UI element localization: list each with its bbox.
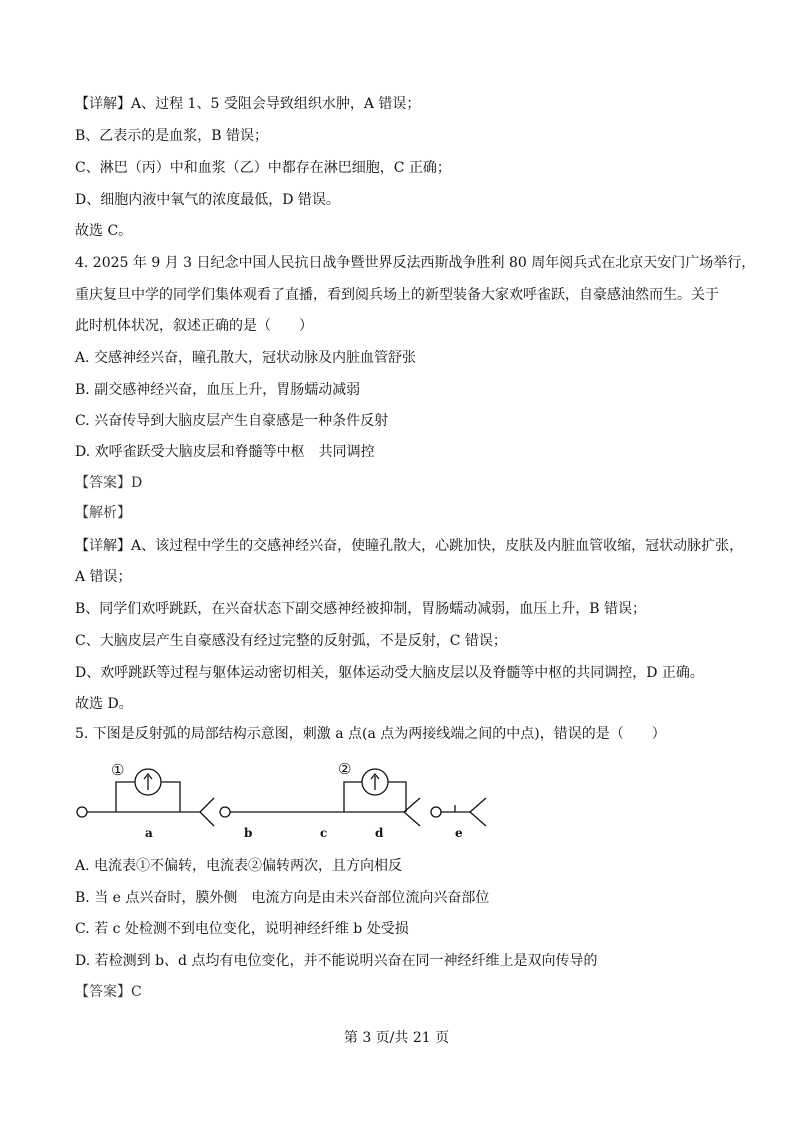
text-line: C、淋巴（丙）中和血浆（乙）中都存在淋巴细胞，C 正确； xyxy=(75,160,451,176)
text-line: D、欢呼跳跃等过程与躯体运动密切相关，躯体运动受大脑皮层以及脊髓等中枢的共同调控，D 正确。 xyxy=(75,665,704,681)
page-footer: 第 3 页/共 21 页 xyxy=(343,1030,450,1046)
question-5-stem: 5. 下图是反射弧的局部结构示意图，刺激 a 点(a 点为两接线端之间的中点)，错误的是（ ） xyxy=(75,726,666,742)
option-a: A. 交感神经兴奋，瞳孔散大，冠状动脉及内脏血管舒张 xyxy=(75,350,417,366)
option-b: B. 副交感神经兴奋，血压上升，胃肠蠕动减弱 xyxy=(75,382,361,398)
question-4-stem: 此时机体状况，叙述正确的是（ ） xyxy=(75,318,313,334)
question-4-stem: 4. 2025 年 9 月 3 日纪念中国人民抗日战争暨世界反法西斯战争胜利 80 周年阅兵式在北京天安门广场举行， xyxy=(75,255,756,271)
option-c: C. 兴奋传导到大脑皮层产生自豪感是一种条件反射 xyxy=(75,413,389,429)
text-line: 故选 C。 xyxy=(75,223,133,239)
text-line: D、细胞内液中氧气的浓度最低，D 错误。 xyxy=(75,192,340,208)
point-label-e: e xyxy=(455,826,463,840)
text-line: 【详解】A、过程 1、5 受阻会导致组织水肿，A 错误； xyxy=(75,96,421,112)
text-line: A 错误； xyxy=(75,569,132,585)
option-b: B. 当 e 点兴奋时，膜外侧 电流方向是由未兴奋部位流向兴奋部位 xyxy=(75,890,490,906)
point-label-d: d xyxy=(375,826,384,840)
point-label-b: b xyxy=(244,826,253,840)
answer-label: 【答案】D xyxy=(75,475,143,491)
text-line: B、乙表示的是血浆，B 错误； xyxy=(75,128,269,144)
text-line: B、同学们欢呼跳跃，在兴奋状态下副交感神经被抑制，胃肠蠕动减弱，血压上升，B 错误； xyxy=(75,601,647,617)
text-line: C、大脑皮层产生自豪感没有经过完整的反射弧，不是反射，C 错误； xyxy=(75,633,507,649)
answer-label: 【答案】C xyxy=(75,984,142,1000)
reflex-arc-diagram xyxy=(0,754,793,844)
point-label-c: c xyxy=(320,826,328,840)
meter-2-label: ② xyxy=(338,760,352,778)
point-label-a: a xyxy=(145,826,153,840)
analysis-label: 【解析】 xyxy=(75,505,131,521)
question-4-stem: 重庆复旦中学的同学们集体观看了直播，看到阅兵场上的新型装备大家欢呼雀跃，自豪感油然而生。关于 xyxy=(75,287,719,303)
option-d: D. 若检测到 b、d 点均有电位变化，并不能说明兴奋在同一神经纤维上是双向传导的 xyxy=(75,953,598,969)
option-c: C. 若 c 处检测不到电位变化，说明神经纤维 b 处受损 xyxy=(75,921,409,937)
option-d: D. 欢呼雀跃受大脑皮层和脊髓等中枢 共同调控 xyxy=(75,444,375,460)
option-a: A. 电流表①不偏转，电流表②偏转两次，且方向相反 xyxy=(75,858,403,874)
text-line: 故选 D。 xyxy=(75,696,133,712)
meter-1-label: ① xyxy=(111,761,125,779)
text-line: 【详解】A、该过程中学生的交感神经兴奋，使瞳孔散大，心跳加快，皮肤及内脏血管收缩，冠状动脉扩张， xyxy=(75,538,744,554)
